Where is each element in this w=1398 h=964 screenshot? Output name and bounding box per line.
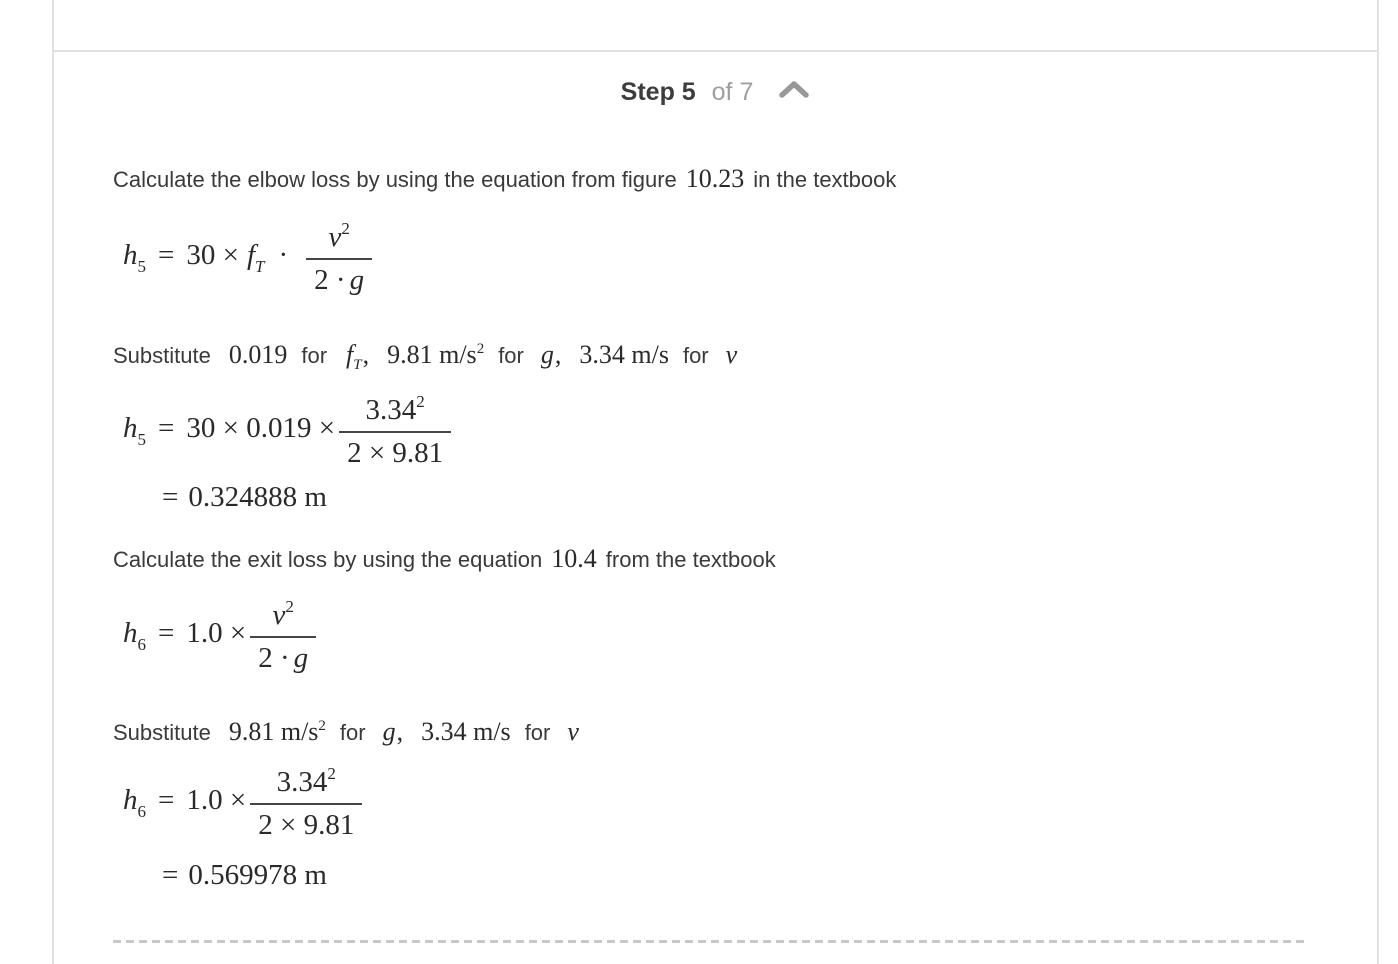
var-v-glyph: v (567, 717, 579, 746)
var-v: v (328, 221, 342, 253)
step-top-divider (54, 50, 1377, 52)
fraction (250, 597, 316, 675)
num-value: 3.34 (365, 394, 417, 426)
var-f-glyph: f (346, 340, 354, 369)
coefficient: 1.0 × (186, 617, 247, 649)
for-word: for (524, 720, 551, 745)
elbow-instruction (113, 163, 896, 196)
fraction-denominator (250, 642, 316, 675)
var-h: h (123, 412, 138, 444)
equation-lhs (123, 412, 335, 450)
value-v: 3.34 m/s (421, 717, 511, 746)
var-h: h (123, 784, 138, 816)
elbow-instruction-post: in the textbook (753, 167, 897, 192)
superscript-2: 2 (341, 219, 350, 238)
exit-instruction-post: from the textbook (605, 547, 776, 572)
fraction-denominator (306, 264, 372, 297)
substitute-line-2 (113, 710, 588, 749)
card-left-border (52, 0, 54, 964)
result-value: 0.324888 m (188, 481, 327, 513)
subscript-6: 6 (137, 802, 146, 821)
var-g (383, 717, 404, 746)
fraction-bar (250, 803, 362, 805)
card-right-border (1377, 0, 1379, 964)
equation-exit-general (123, 597, 316, 675)
fraction-bar (339, 431, 451, 433)
value-g (229, 717, 326, 746)
equals-sign: = (162, 859, 179, 891)
subscript-T: T (255, 257, 265, 276)
var-v: v (272, 599, 286, 631)
exit-instruction-pre: Calculate the exit loss by using the equation (113, 547, 543, 572)
var-g (541, 340, 562, 369)
equals-sign: = (158, 239, 175, 271)
figure-reference: 10.23 (685, 164, 745, 193)
fraction-numerator (269, 764, 344, 799)
substitute-line-1 (113, 333, 746, 381)
chevron-up-icon[interactable] (778, 77, 810, 106)
subscript-5: 5 (137, 430, 146, 449)
step-header (54, 78, 1377, 108)
num-value: 3.34 (276, 766, 328, 798)
var-h: h (123, 617, 138, 649)
fraction-numerator (264, 597, 301, 632)
fraction (306, 219, 372, 297)
value-v: 3.34 m/s (579, 340, 669, 369)
equation-elbow-substituted (123, 392, 451, 470)
for-word: for (682, 343, 709, 368)
var-g-glyph: g (382, 717, 396, 746)
fraction-denominator (339, 437, 451, 470)
den-value: 2 × 9.81 (347, 437, 444, 469)
superscript-2: 2 (476, 341, 485, 357)
coefficient: 30 × 0.019 × (186, 412, 336, 444)
equation-lhs (123, 617, 246, 655)
equals-sign: = (158, 784, 175, 816)
subscript-6: 6 (137, 635, 146, 654)
den-coefficient: 2 · (314, 264, 346, 296)
equals-sign: = (162, 481, 179, 513)
fraction (250, 764, 362, 842)
den-coefficient: 2 · (258, 642, 290, 674)
equation-lhs (123, 239, 302, 277)
subscript-5: 5 (137, 257, 146, 276)
var-f (346, 340, 370, 373)
exit-instruction (113, 543, 776, 576)
superscript-2: 2 (285, 597, 294, 616)
coefficient: 30 × (186, 239, 239, 271)
step-total: of 7 (711, 78, 754, 106)
equation-elbow-general (123, 219, 372, 297)
equals-sign: = (158, 412, 175, 444)
value-ft: 0.019 (228, 340, 288, 369)
result-value: 0.569978 m (188, 859, 327, 891)
fraction-bar (306, 258, 372, 260)
comma: , (554, 340, 562, 369)
coefficient: 1.0 × (186, 784, 247, 816)
var-h: h (123, 239, 138, 271)
figure-reference: 10.4 (551, 544, 597, 573)
exit-loss-result (162, 859, 327, 892)
dot-operator: · (278, 239, 289, 271)
comma: , (362, 340, 370, 369)
equation-lhs (123, 784, 246, 822)
superscript-2: 2 (327, 764, 336, 783)
superscript-2: 2 (318, 718, 326, 734)
fraction-numerator (358, 392, 433, 427)
var-g: g (349, 264, 365, 296)
comma: , (396, 717, 404, 746)
value-9-81: 9.81 m/s (387, 340, 477, 369)
superscript-2: 2 (416, 392, 425, 411)
for-word: for (498, 343, 524, 368)
fraction-numerator (320, 219, 357, 254)
var-g-glyph: g (540, 340, 554, 369)
fraction-bar (250, 636, 316, 638)
var-v-glyph: v (725, 340, 738, 369)
for-word: for (339, 720, 366, 745)
den-value: 2 × 9.81 (258, 809, 355, 841)
value-g (387, 340, 484, 369)
var-g: g (293, 642, 309, 674)
var-f: f (246, 239, 256, 271)
substitute-word: Substitute (113, 343, 211, 368)
equals-sign: = (158, 617, 175, 649)
step-number: Step 5 (620, 78, 696, 106)
dashed-separator (113, 940, 1309, 943)
subscript-T: T (353, 357, 362, 373)
substitute-word: Substitute (113, 720, 211, 745)
for-word: for (301, 343, 328, 368)
fraction-denominator (250, 809, 362, 842)
elbow-instruction-pre: Calculate the elbow loss by using the equation from figure (113, 167, 677, 192)
elbow-loss-result (162, 481, 327, 514)
equation-exit-substituted (123, 764, 362, 842)
value-9-81: 9.81 m/s (228, 717, 319, 746)
fraction (339, 392, 451, 470)
